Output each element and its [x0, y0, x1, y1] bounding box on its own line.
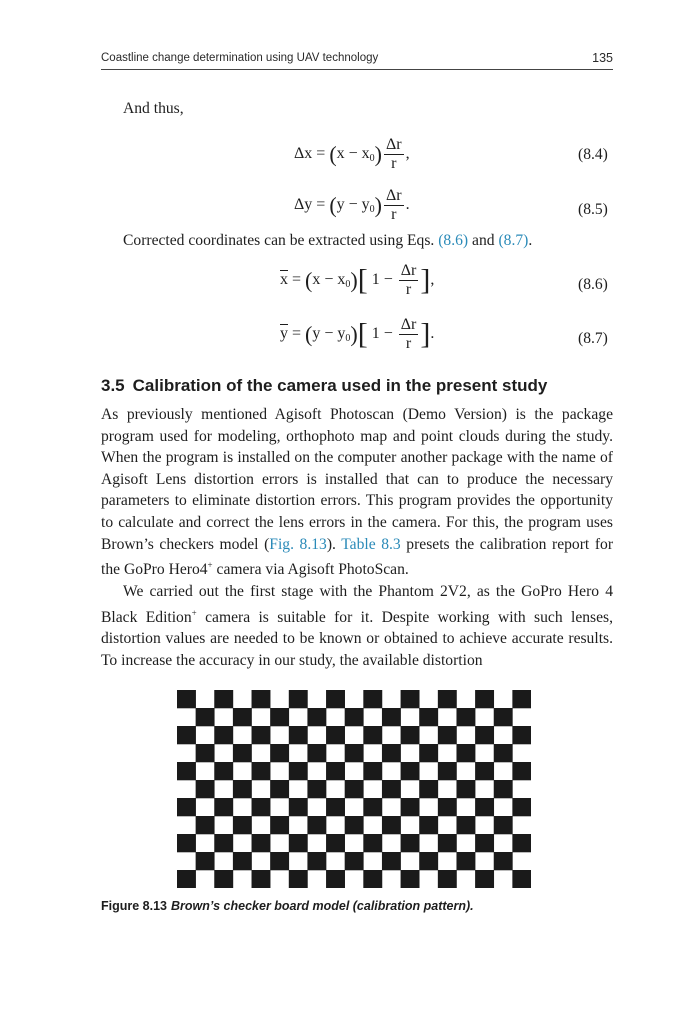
checker-square	[475, 762, 494, 780]
checker-square	[401, 834, 420, 852]
body-text	[101, 404, 613, 672]
equation-8-7: $\overline{y} = (y - y_0)$[ 1 − $\frac{\Delta r}{r}$ ].	[280, 316, 435, 352]
checker-square	[401, 726, 420, 744]
checker-square	[363, 798, 382, 816]
checker-square	[233, 852, 252, 870]
checker-square	[326, 834, 345, 852]
checker-square	[307, 708, 326, 726]
checker-square	[475, 726, 494, 744]
text-span: We carried out the first stage with the Phantom 2V2, as the GoPro Hero 4 Black Edition	[101, 582, 613, 626]
checker-square	[382, 816, 401, 834]
checker-square	[345, 816, 364, 834]
checker-square	[233, 816, 252, 834]
superscript: +	[207, 560, 213, 571]
checker-square	[494, 744, 513, 762]
equation-number: (8.5)	[578, 201, 608, 218]
checker-square	[326, 690, 345, 708]
checker-square	[326, 798, 345, 816]
checker-square	[233, 744, 252, 762]
checker-square	[512, 870, 531, 888]
checker-square	[382, 744, 401, 762]
checker-square	[233, 780, 252, 798]
checker-square	[326, 726, 345, 744]
text-span: and	[472, 232, 495, 249]
checker-square	[177, 762, 196, 780]
checker-square	[196, 816, 215, 834]
equation-number: (8.7)	[578, 330, 608, 347]
page-number: 135	[592, 51, 613, 65]
checker-square	[307, 852, 326, 870]
checker-square	[252, 798, 271, 816]
checker-square	[494, 852, 513, 870]
equation-link[interactable]: (8.6)	[438, 232, 469, 249]
section-heading	[101, 376, 547, 396]
text-span: camera via Agisoft PhotoScan.	[212, 561, 409, 579]
text-span: presets the calibration report for the GoPro Hero4	[101, 535, 614, 579]
checker-square	[401, 870, 420, 888]
checker-square	[401, 762, 420, 780]
figure-caption	[101, 899, 474, 913]
text-span: ).	[326, 535, 342, 553]
checker-square	[177, 870, 196, 888]
checker-square	[475, 690, 494, 708]
checker-square	[177, 726, 196, 744]
checker-square	[214, 726, 233, 744]
checker-square	[214, 870, 233, 888]
lead-text: And thus,	[123, 100, 184, 117]
equation-number: (8.4)	[578, 146, 608, 163]
checker-square	[456, 744, 475, 762]
text-span: As previously mentioned Agisoft Photoscan (Demo Version) is the package program used for modeling, orthophoto map and point clouds during the study. When the program is installed on the computer another package with the name of Agisoft Lens distortion errors is installed that can to produce the necessary parameters to eliminate distortion errors. This program provides the opportunity to calculate and correct the lens errors in the camera. For this, the program uses Brown’s checkers model (	[101, 406, 613, 553]
checker-square	[214, 690, 233, 708]
equation-8-6: $\overline{x} = (x - x_0)$[ 1 − $\frac{\Delta r}{r}$ ],	[280, 262, 435, 298]
checker-square	[382, 852, 401, 870]
checker-square	[438, 762, 457, 780]
checker-square	[177, 798, 196, 816]
equation-link[interactable]: (8.7)	[498, 232, 529, 249]
checker-square	[419, 708, 438, 726]
checker-square	[326, 762, 345, 780]
checker-square	[512, 798, 531, 816]
checker-square	[307, 816, 326, 834]
checker-square	[307, 780, 326, 798]
checker-square	[456, 708, 475, 726]
checker-square	[382, 708, 401, 726]
checker-square	[252, 762, 271, 780]
checker-square	[438, 798, 457, 816]
checker-square	[252, 834, 271, 852]
corrected-coordinates-line	[123, 230, 532, 252]
checker-square	[438, 690, 457, 708]
checker-square	[512, 690, 531, 708]
checker-square	[345, 708, 364, 726]
checker-square	[326, 870, 345, 888]
checker-square	[270, 816, 289, 834]
superscript: +	[191, 607, 197, 618]
checker-square	[252, 870, 271, 888]
checker-square	[289, 834, 308, 852]
checker-square	[233, 708, 252, 726]
checker-square	[270, 708, 289, 726]
checker-square	[270, 780, 289, 798]
checker-square	[438, 726, 457, 744]
checker-square	[196, 852, 215, 870]
checker-square	[214, 834, 233, 852]
checker-square	[214, 798, 233, 816]
section-title: Calibration of the camera used in the present study	[132, 376, 548, 395]
checker-square	[196, 708, 215, 726]
paragraph	[101, 581, 613, 672]
checker-square	[289, 762, 308, 780]
checker-square	[363, 726, 382, 744]
checker-square	[494, 780, 513, 798]
checker-square	[289, 690, 308, 708]
checker-square	[438, 834, 457, 852]
checker-square	[512, 726, 531, 744]
checker-square	[289, 870, 308, 888]
checker-square	[382, 780, 401, 798]
checker-square	[289, 726, 308, 744]
figure-label: Figure 8.13	[101, 899, 167, 913]
text-span: .	[528, 232, 533, 249]
equation-8-4: $\Delta x = (x - x_0)$ $\frac{\Delta r}{r}$ ,	[294, 136, 410, 172]
equation-8-5: $\Delta y = (y - y_0)$ $\frac{\Delta r}{r}$ .	[294, 187, 410, 223]
checker-square	[438, 870, 457, 888]
checker-square	[419, 744, 438, 762]
section-number: 3.5	[101, 376, 125, 395]
table-link[interactable]: Table 8.3	[341, 535, 401, 553]
checker-square	[419, 852, 438, 870]
checker-square	[252, 726, 271, 744]
running-header	[101, 52, 613, 70]
checker-square	[270, 852, 289, 870]
checker-square	[363, 690, 382, 708]
checker-square	[177, 834, 196, 852]
checker-square	[456, 816, 475, 834]
checker-square	[475, 870, 494, 888]
checker-square	[270, 744, 289, 762]
text-span: camera is suitable for it. Despite working with such lenses, distortion values are needed to be known or obtained to achieve accurate results. To increase the accuracy in our study, the available distortion	[101, 608, 613, 669]
checker-square	[475, 834, 494, 852]
checker-square	[494, 816, 513, 834]
checker-square	[214, 762, 233, 780]
checker-square	[512, 762, 531, 780]
checker-board-figure	[177, 690, 531, 888]
checker-square	[289, 798, 308, 816]
checker-square	[401, 798, 420, 816]
checker-square	[512, 834, 531, 852]
figure-link[interactable]: Fig. 8.13	[269, 535, 327, 553]
checker-square	[177, 690, 196, 708]
checker-square	[252, 690, 271, 708]
checker-square	[196, 780, 215, 798]
checker-square	[307, 744, 326, 762]
checker-square	[345, 744, 364, 762]
checker-square	[363, 870, 382, 888]
equation-number: (8.6)	[578, 276, 608, 293]
checker-square	[345, 852, 364, 870]
checker-square	[363, 762, 382, 780]
figure-caption-text: Brown’s checker board model (calibration pattern).	[171, 899, 474, 913]
checker-square	[456, 852, 475, 870]
checker-square	[456, 780, 475, 798]
checker-square	[363, 834, 382, 852]
checker-square	[494, 708, 513, 726]
checker-square	[475, 798, 494, 816]
checker-square	[401, 690, 420, 708]
checker-square	[419, 816, 438, 834]
checker-square	[345, 780, 364, 798]
paragraph	[101, 404, 613, 581]
checker-square	[196, 744, 215, 762]
running-title: Coastline change determination using UAV technology	[101, 52, 379, 64]
text-span: Corrected coordinates can be extracted using Eqs.	[123, 232, 435, 249]
checker-square	[419, 780, 438, 798]
